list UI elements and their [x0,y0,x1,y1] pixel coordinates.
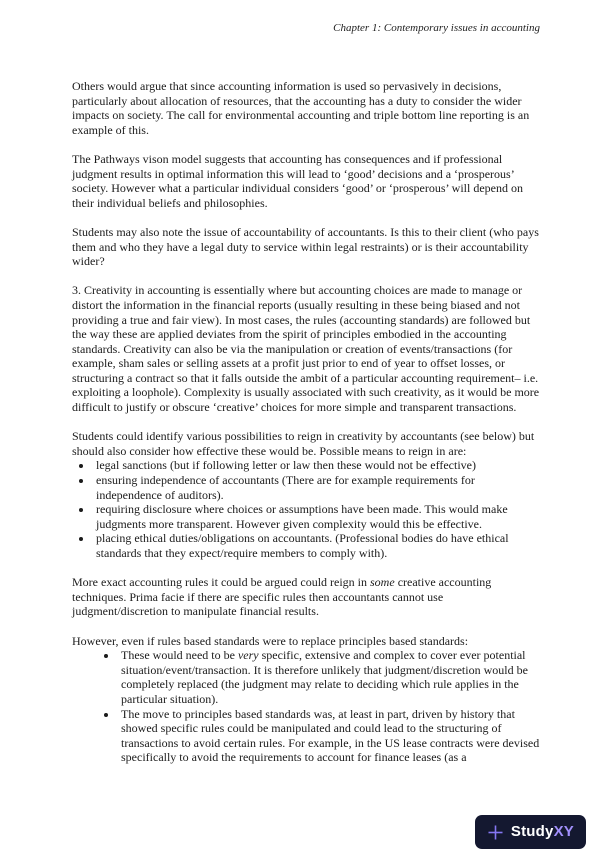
text-segment: creative accounting techniques. Prima facie if there are specific rules then accountants cannot use judgment/discretion to manipulate financial results. [72,575,492,619]
text-segment: specific, extensive and complex to cover ever potential situation/event/transaction. It is therefore unlikely that judgment/discretion would be completely replaced (the judgment may relate to deciding which rule applies in the particular situation). [121,648,528,706]
logo-text-primary: Study [510,822,554,840]
list-item: • requiring disclosure where choices or assumptions have been made. This would make judgments more transparent. However given complexity would this be effective. [93,502,540,531]
list-item [118,648,540,706]
running-header: Chapter 1: Contemporary issues in accounting [333,22,540,34]
studyxy-logo [475,815,586,849]
paragraph-rules-based-intro: However, even if rules based standards were to replace principles based standards: [72,633,469,648]
paragraph-creativity-in-accounting: 3. Creativity in accounting is essentially where but accounting choices are made to manage or distort the information in the financial reports (usually resulting in these being biased and not providing a true and fair view). In most cases, the rules (accounting standards) are followed but the way these are applied deviates from the spirit of principles embodied in the accounting standards. Creativity can also be via the manipulation or creation of events/transactions (for example, sham sales or selling assets at a profit just prior to end of year to offset losses, or structuring a contract so that it falls outside the ambit of a particular accounting requirement– i.e. exploiting a loophole). Complexity is usually associated with such creativity, as it would be more difficult to justify or obscure ‘creative’ choices for more simple and transparent transactions. [72,283,540,415]
text-segment: These would need to be [121,648,238,663]
paragraph-accountability: Students may also note the issue of accountability of accountants. Is this to their client (who pays them and who they have a legal duty to service within legal restraints) or is their accountability wider? [72,224,539,269]
plus-icon [487,824,504,841]
list-item: • legal sanctions (but if following letter or law then these would not be effective) [93,458,540,473]
paragraph-reign-in-intro: Students could identify various possibilities to reign in creativity by accountants (see below) but should also consider how effective these would be. Possible means to reign in are: [72,429,535,458]
emphasized-word: very [237,648,259,663]
list-item: • The move to principles based standards was, at least in part, driven by history that showed specific rules could be manipulated and could lead to the structuring of transactions to avoid certain rules. For example, in the US lease contracts were devised specifically to avoid the requirements to account for finance leases (as a [118,707,540,765]
paragraph-pathways-vision: The Pathways vison model suggests that accounting has consequences and if professional judgment results in optimal information this will lead to ‘good’ decisions and a ‘prosperous’ society. However what a particular individual considers ‘good’ or ‘prosperous’ will depend on their individual beliefs and philosophies. [72,151,523,210]
paragraph-exact-rules [72,575,540,619]
text-segment: More exact accounting rules it could be argued could reign in [72,575,371,590]
emphasized-word: some [370,575,395,590]
bullet-list-reign-in-means [72,458,540,560]
logo-text-accent: XY [553,822,574,840]
list-item: • placing ethical duties/obligations on accountants. (Professional bodies do have ethical standards that they expect/require members to comply with). [93,531,540,560]
paragraph-societal-impacts: Others would argue that since accounting information is used so pervasively in decisions, particularly about allocation of resources, that the accounting has a duty to consider the wider impacts on society. The call for environmental accounting and triple bottom line reporting is an example of this. [72,79,530,137]
bullet-list-rules-based-points [72,648,540,765]
list-item: • ensuring independence of accountants (There are for example requirements for independence of auditors). [93,473,540,502]
page-content [72,79,540,765]
logo-wordmark [510,822,574,840]
